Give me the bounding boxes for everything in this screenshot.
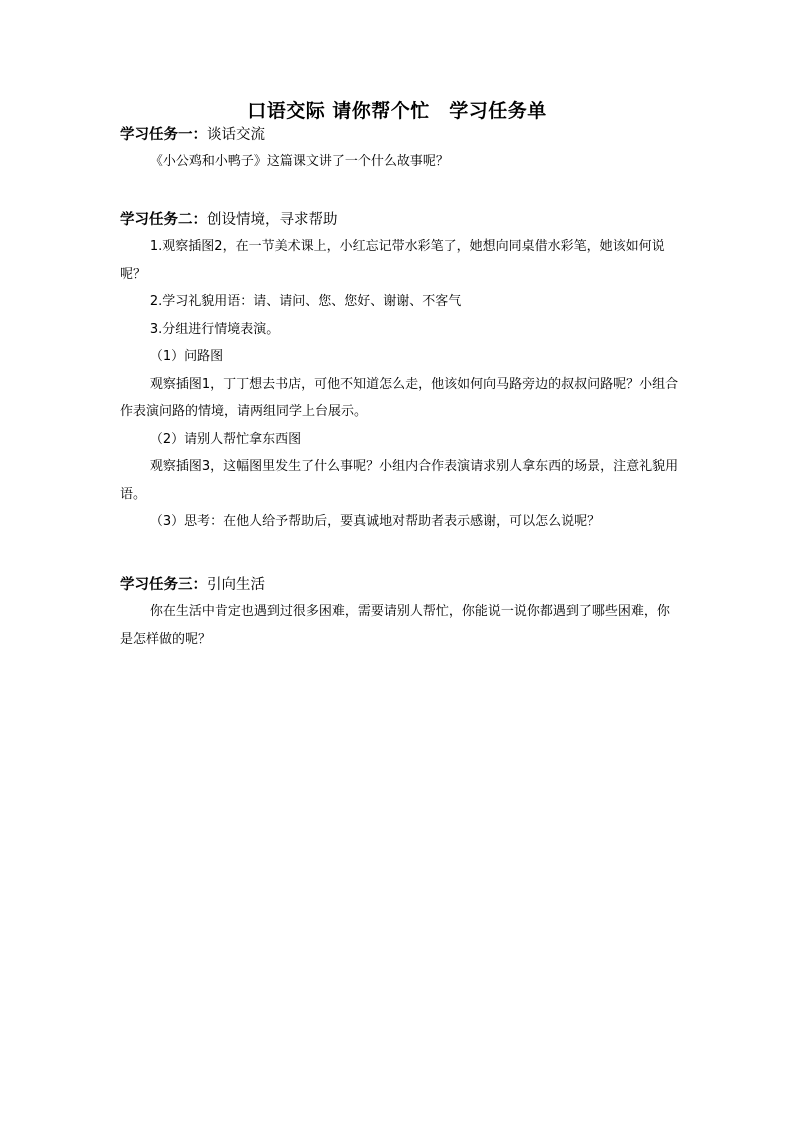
task3-label: 学习任务三： [120, 577, 207, 593]
task2-heading [120, 209, 680, 231]
task3-section [120, 574, 680, 653]
task2-paragraph: 3.分组进行情境表演。 [149, 321, 280, 337]
task2-paragraph: 观察插图1，丁丁想去书店，可他不知道怎么走，他该如何向马路旁边的叔叔问路呢？小组合作表演问路的情境，请两组同学上台展示。 [120, 376, 679, 419]
task1-paragraph: 《小公鸡和小鸭子》这篇课文讲了一个什么故事呢？ [149, 154, 449, 169]
task1-label: 学习任务一： [120, 127, 207, 143]
task3-name: 引向生活 [207, 577, 265, 593]
task2-section [120, 209, 680, 536]
task2-paragraph: （3）思考：在他人给予帮助后，要真诚地对帮助者表示感谢，可以怎么说呢？ [149, 514, 601, 529]
task2-paragraph: 观察插图3，这幅图里发生了什么事呢？小组内合作表演请求别人拿东西的场景，注意礼貌用语。 [120, 459, 679, 502]
task1-heading [120, 124, 680, 146]
task2-paragraph: 1.观察插图2，在一节美术课上，小红忘记带水彩笔了，她想向同桌借水彩笔，她该如何说呢？ [120, 239, 665, 282]
task2-paragraph: 2.学习礼貌用语：请、请问、您、您好、谢谢、不客气 [149, 294, 462, 309]
task3-paragraph: 你在生活中肯定也遇到过很多困难，需要请别人帮忙，你能说一说你都遇到了哪些困难，你是怎样做的呢？ [120, 604, 670, 647]
task2-label: 学习任务二： [120, 212, 207, 228]
task2-name: 创设情境，寻求帮助 [207, 212, 338, 228]
task1-name: 谈话交流 [207, 127, 265, 143]
task1-section [120, 124, 680, 176]
page-title: 口语交际 请你帮个忙 学习任务单 [247, 100, 547, 122]
task2-paragraph: （2）请别人帮忙拿东西图 [149, 431, 302, 447]
task3-heading [120, 574, 680, 596]
task2-paragraph: （1）问路图 [149, 349, 224, 364]
